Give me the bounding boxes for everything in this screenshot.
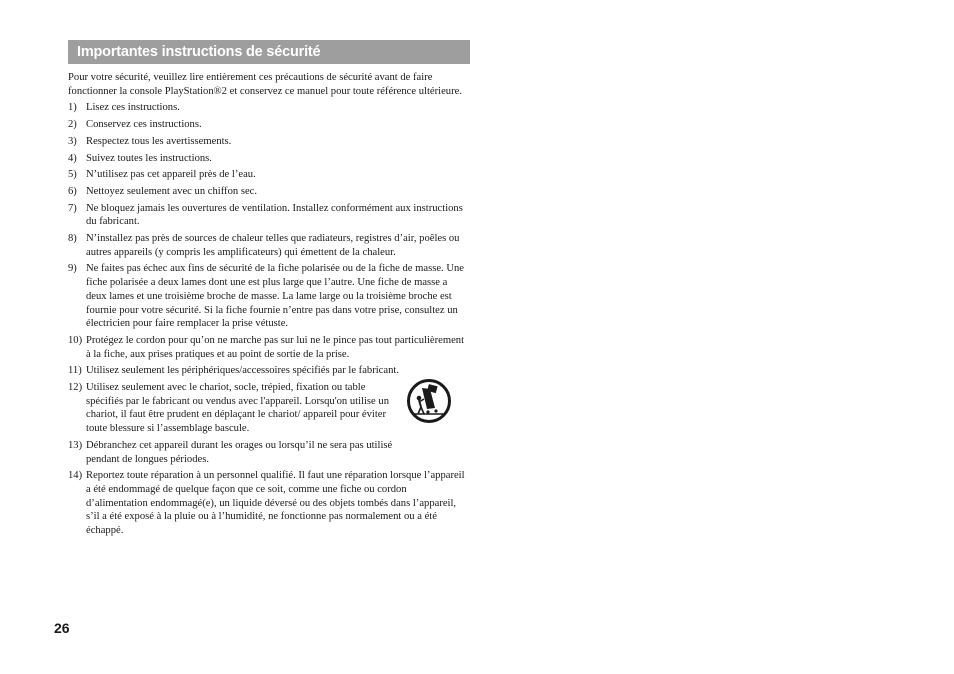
intro-paragraph: Pour votre sécurité, veuillez lire entièrement ces précautions de sécurité avant de faire fonctionner la console PlayStation®2 et conservez ce manuel pour toute référence ultérieure. — [68, 72, 462, 97]
item-text: Ne bloquez jamais les ouvertures de ventilation. Installez conformément aux instructions du fabricant. — [86, 202, 463, 228]
list-item — [68, 185, 470, 199]
item-number: 9) — [68, 263, 77, 275]
item-number: 14) — [68, 470, 83, 482]
item-text: Respectez tous les avertissements. — [86, 135, 232, 147]
item-text: Nettoyez seulement avec un chiffon sec. — [86, 185, 257, 197]
item-number: 13) — [68, 439, 83, 451]
item-text: N’installez pas près de sources de chaleur telles que radiateurs, registres d’air, poêles ou autres appareils (y compris les amplificateurs) qui émettent de la chaleur. — [86, 233, 460, 258]
list-item — [68, 152, 470, 166]
list-item — [68, 381, 470, 436]
section-heading-bar — [68, 40, 470, 64]
cart-tip-over-warning-icon — [406, 378, 452, 424]
instructions-list — [68, 101, 470, 537]
item-text: Suivez toutes les instructions. — [86, 152, 212, 164]
list-item — [68, 101, 470, 115]
item-number: 10) — [68, 334, 83, 346]
item-text: N’utilisez pas cet appareil près de l’eau. — [86, 169, 256, 181]
instructions-content — [68, 71, 470, 541]
item-text: Lisez ces instructions. — [86, 102, 180, 114]
list-item — [68, 202, 470, 229]
list-item — [68, 439, 470, 466]
item-text: Utilisez seulement avec le chariot, socle, trépied, fixation ou table spécifiés par le fabricant ou vendus avec l'appareil. Lorsqu'on utilise un chariot, il faut être prudent en déplaçant le chariot/ appareil pour éviter toute blessure si l’assemblage bascule. — [86, 382, 389, 435]
item-number: 8) — [68, 233, 77, 245]
list-item — [68, 168, 470, 182]
item-number: 4) — [68, 152, 77, 164]
item-number: 6) — [68, 185, 77, 197]
list-item — [68, 118, 470, 132]
list-item — [68, 262, 470, 331]
item-text: Utilisez seulement les périphériques/accessoires spécifiés par le fabricant. — [86, 365, 399, 377]
item-number: 1) — [68, 102, 77, 114]
section-heading: Importantes instructions de sécurité — [77, 44, 321, 60]
item-text: Ne faites pas échec aux fins de sécurité de la fiche polarisée ou de la fiche de masse. Une fiche polarisée a deux lames dont une est plus large que l’autre. Une fiche de masse a deux lames et une troisième broche de masse. La lame large ou la troisième broche est fournie pour votre sécurité. Si la fiche fournie n’entre pas dans votre prise, consultez un électricien pour faire remplacer la prise vétuste. — [86, 263, 464, 330]
list-item — [68, 364, 470, 378]
item-number: 11) — [68, 365, 82, 377]
list-item — [68, 334, 470, 361]
item-number: 2) — [68, 119, 77, 131]
item-number: 3) — [68, 135, 77, 147]
item-number: 7) — [68, 202, 77, 214]
item-number: 12) — [68, 382, 83, 394]
item-text: Reportez toute réparation à un personnel qualifié. Il faut une réparation lorsque l’appareil a été endommagé de quelque façon que ce soit, comme une fiche ou cordon d’alimentation endommagé(e), un liquide déversé ou des objets tombés dans l’appareil, s’il a été exposé à la pluie ou à l’humidité, ne fonctionne pas normalement ou a été échappé. — [86, 470, 465, 537]
item-text: Protégez le cordon pour qu’on ne marche pas sur lui ne le pince pas tout particulièrement à la fiche, aux prises pratiques et au point de sortie de la prise. — [86, 334, 465, 360]
item-text: Débranchez cet appareil durant les orages ou lorsqu’il ne sera pas utilisé pendant de longues périodes. — [86, 439, 393, 465]
page-number: 26 — [54, 620, 70, 636]
list-item — [68, 469, 470, 538]
list-item — [68, 232, 470, 259]
list-item — [68, 135, 470, 149]
item-text: Conservez ces instructions. — [86, 119, 202, 131]
item-number: 5) — [68, 169, 77, 181]
